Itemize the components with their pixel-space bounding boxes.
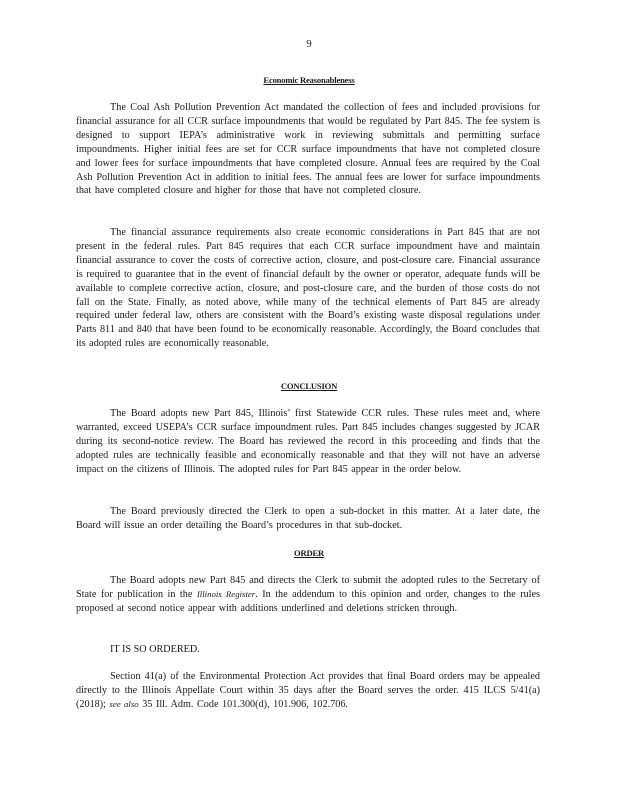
illinois-register-italic: Illinois Register (196, 588, 256, 599)
paragraph-appeal (76, 670, 540, 712)
paragraph-order (76, 574, 540, 616)
paragraph-financial-assurance: The financial assurance requirements also create economic considerations in Part 845 that are not present in the federal rules. Part 845 requires that each CCR surface impoundment have and maintain financial assurance to cover the costs of corrective action, closure, and post-closure care. Financial assurance is required to guarantee that in the event of financial default by the owner or operator, adequate funds will be available to complete corrective action, closure, and post-closure care, and the burden of those costs do not fall on the State. Finally, as noted above, while many of the technical elements of Part 845 are already required under federal law, others are consistent with the Board’s existing waste disposal regulations under Parts 811 and 840 that have been found to be economically reasonable. Accordingly, the Board concludes that its adopted rules are economically reasonable. (76, 227, 540, 350)
paragraph-conclusion: The Board adopts new Part 845, Illinois’ first Statewide CCR rules. These rules meet and, where warranted, exceed USEPA’s CCR surface impoundment rules. Part 845 includes changes suggested by JCAR during its second-notice review. The Board has reviewed the record in this proceeding and finds that the adopted rules are technically feasible and economically reasonable and that they will not have an adverse impact on the citizens of Illinois. The adopted rules for Part 845 appear in the order below. (76, 408, 540, 475)
order-text-after: . In the addendum to this opinion and order, changes to the rules proposed at second notice appear with additions underlined and deletions stricken through. (76, 588, 540, 614)
so-ordered-line: IT IS SO ORDERED. (110, 644, 200, 655)
paragraph-sub-docket: The Board previously directed the Clerk to open a sub-docket in this matter. At a later date, the Board will issue an order detailing the Board’s procedures in that sub-docket. (76, 506, 540, 531)
heading-order: ORDER (293, 548, 325, 558)
heading-economic-reasonableness: Economic Reasonableness (263, 75, 355, 85)
order-text-before: The Board adopts new Part 845 and directs the Clerk to submit the adopted rules to the Secretary of State for publication in the (76, 575, 540, 600)
heading-conclusion: CONCLUSION (280, 381, 338, 391)
appeal-text-before: Section 41(a) of the Environmental Protection Act provides that final Board orders may be appealed directly to the Illinois Appellate Court within 35 days after the Board serves the order. 415 ILCS 5/41(a) (2018); (76, 671, 540, 710)
see-also-italic: see also (109, 698, 139, 709)
paragraph-fees: The Coal Ash Pollution Prevention Act mandated the collection of fees and included provisions for financial assurance for all CCR surface impoundments that would be regulated by Part 845. The fee system is designed to support IEPA’s administrative work in reviewing submittals and permitting surface impoundments. Higher initial fees are set for CCR surface impoundments that have not completed closure and lower fees for surface impoundments that have completed closure. Annual fees are required by the Coal Ash Pollution Prevention Act in addition to initial fees. The annual fees are lower for surface impoundments that have completed closure and higher for those that have not completed closure. (76, 102, 540, 197)
appeal-text-after: 35 Ill. Adm. Code 101.300(d), 101.906, 102.706. (138, 698, 348, 710)
page-number: 9 (306, 38, 312, 50)
